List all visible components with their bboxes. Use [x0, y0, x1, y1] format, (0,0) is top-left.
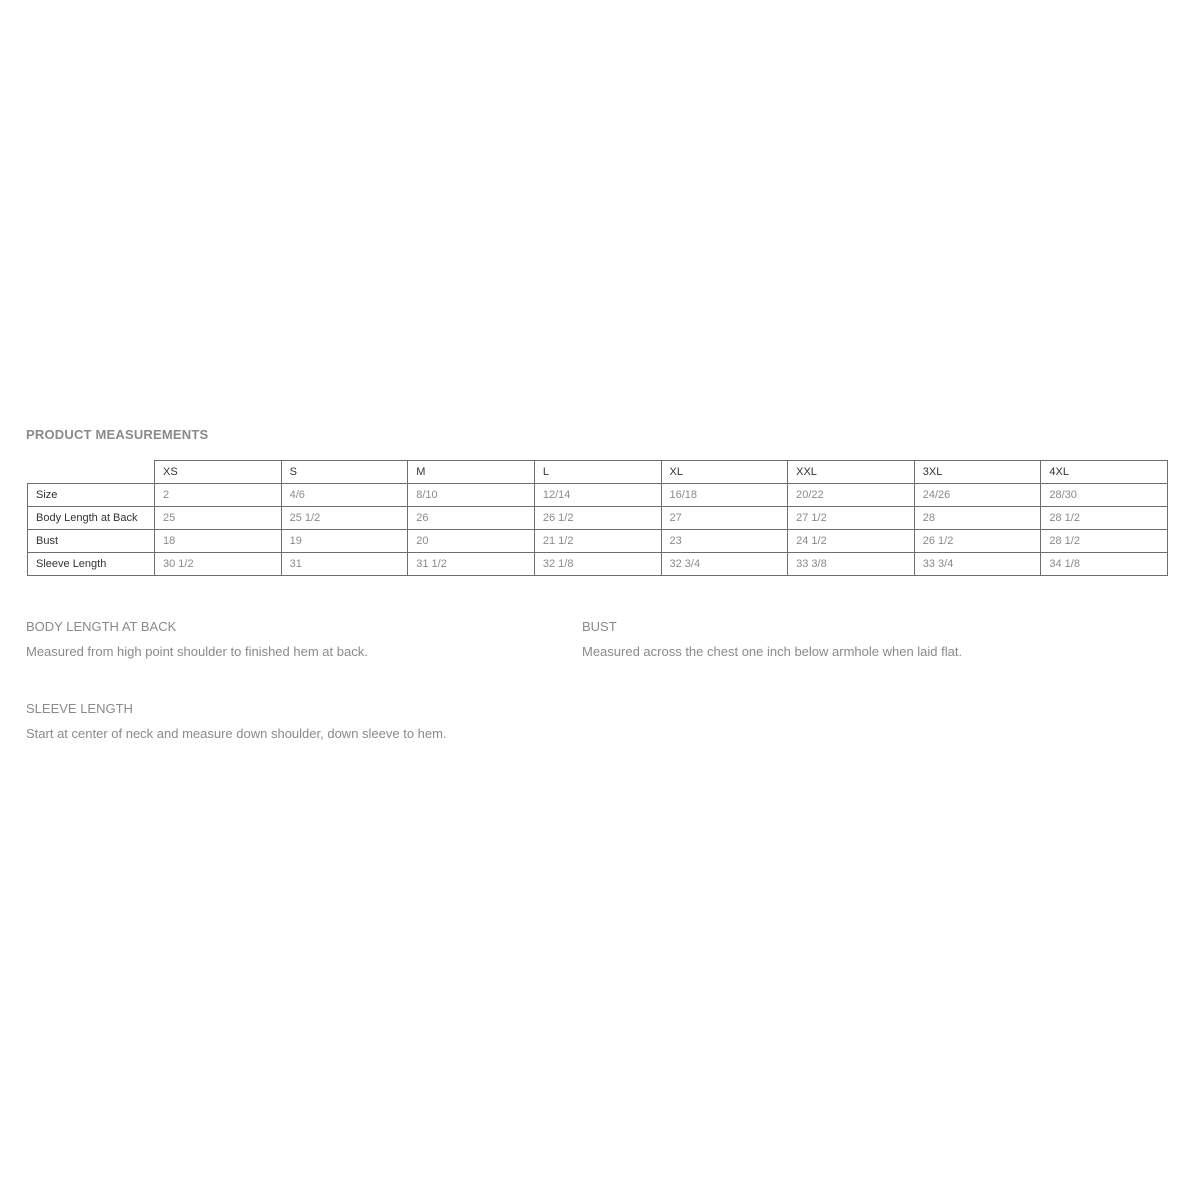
table-cell: 33 3/8 — [788, 553, 915, 576]
table-cell: 30 1/2 — [155, 553, 282, 576]
table-cell: 18 — [155, 530, 282, 553]
table-cell: 28 — [914, 507, 1041, 530]
table-cell: 20/22 — [788, 484, 915, 507]
definition-body-length — [26, 619, 368, 659]
table-cell: 25 1/2 — [281, 507, 408, 530]
table-cell: 31 1/2 — [408, 553, 535, 576]
table-cell: 16/18 — [661, 484, 788, 507]
table-cell: 27 — [661, 507, 788, 530]
table-cell: 24/26 — [914, 484, 1041, 507]
table-cell: 32 1/8 — [534, 553, 661, 576]
table-cell: 21 1/2 — [534, 530, 661, 553]
size-header-4xl: 4XL — [1041, 461, 1168, 484]
row-label: Sleeve Length — [28, 553, 155, 576]
table-row-size — [28, 484, 1168, 507]
measurements-table — [27, 460, 1168, 576]
table-cell: 32 3/4 — [661, 553, 788, 576]
size-header-s: S — [281, 461, 408, 484]
table-cell: 31 — [281, 553, 408, 576]
table-cell: 23 — [661, 530, 788, 553]
size-header-xs: XS — [155, 461, 282, 484]
table-cell: 26 1/2 — [534, 507, 661, 530]
definition-sleeve-length — [26, 701, 447, 741]
definition-title: BODY LENGTH AT BACK — [26, 619, 177, 634]
definition-text: Measured from high point shoulder to finished hem at back. — [26, 644, 368, 659]
table-header-row — [28, 461, 1168, 484]
definition-title: BUST — [582, 619, 617, 634]
table-cell: 20 — [408, 530, 535, 553]
table-cell: 2 — [155, 484, 282, 507]
table-cell: 8/10 — [408, 484, 535, 507]
table-cell: 4/6 — [281, 484, 408, 507]
table-row-body-length — [28, 507, 1168, 530]
size-header-m: M — [408, 461, 535, 484]
table-row-sleeve-length — [28, 553, 1168, 576]
table-cell: 26 — [408, 507, 535, 530]
size-header-l: L — [534, 461, 661, 484]
table-cell: 26 1/2 — [914, 530, 1041, 553]
table-cell: 27 1/2 — [788, 507, 915, 530]
definition-text: Measured across the chest one inch below armhole when laid flat. — [582, 644, 963, 659]
definition-bust — [582, 619, 962, 659]
definition-text: Start at center of neck and measure down shoulder, down sleeve to hem. — [26, 726, 447, 741]
definition-title: SLEEVE LENGTH — [26, 701, 133, 716]
table-cell: 19 — [281, 530, 408, 553]
table-cell: 34 1/8 — [1041, 553, 1168, 576]
table-cell: 33 3/4 — [914, 553, 1041, 576]
table-cell: 28 1/2 — [1041, 507, 1168, 530]
table-cell: 28 1/2 — [1041, 530, 1168, 553]
table-corner-cell — [28, 461, 155, 484]
row-label: Bust — [28, 530, 155, 553]
table-cell: 12/14 — [534, 484, 661, 507]
table-cell: 24 1/2 — [788, 530, 915, 553]
row-label: Body Length at Back — [28, 507, 155, 530]
row-label: Size — [28, 484, 155, 507]
section-title: PRODUCT MEASUREMENTS — [26, 427, 209, 442]
table-row-bust — [28, 530, 1168, 553]
table-cell: 28/30 — [1041, 484, 1168, 507]
table-cell: 25 — [155, 507, 282, 530]
size-header-3xl: 3XL — [914, 461, 1041, 484]
size-header-xxl: XXL — [788, 461, 915, 484]
size-header-xl: XL — [661, 461, 788, 484]
